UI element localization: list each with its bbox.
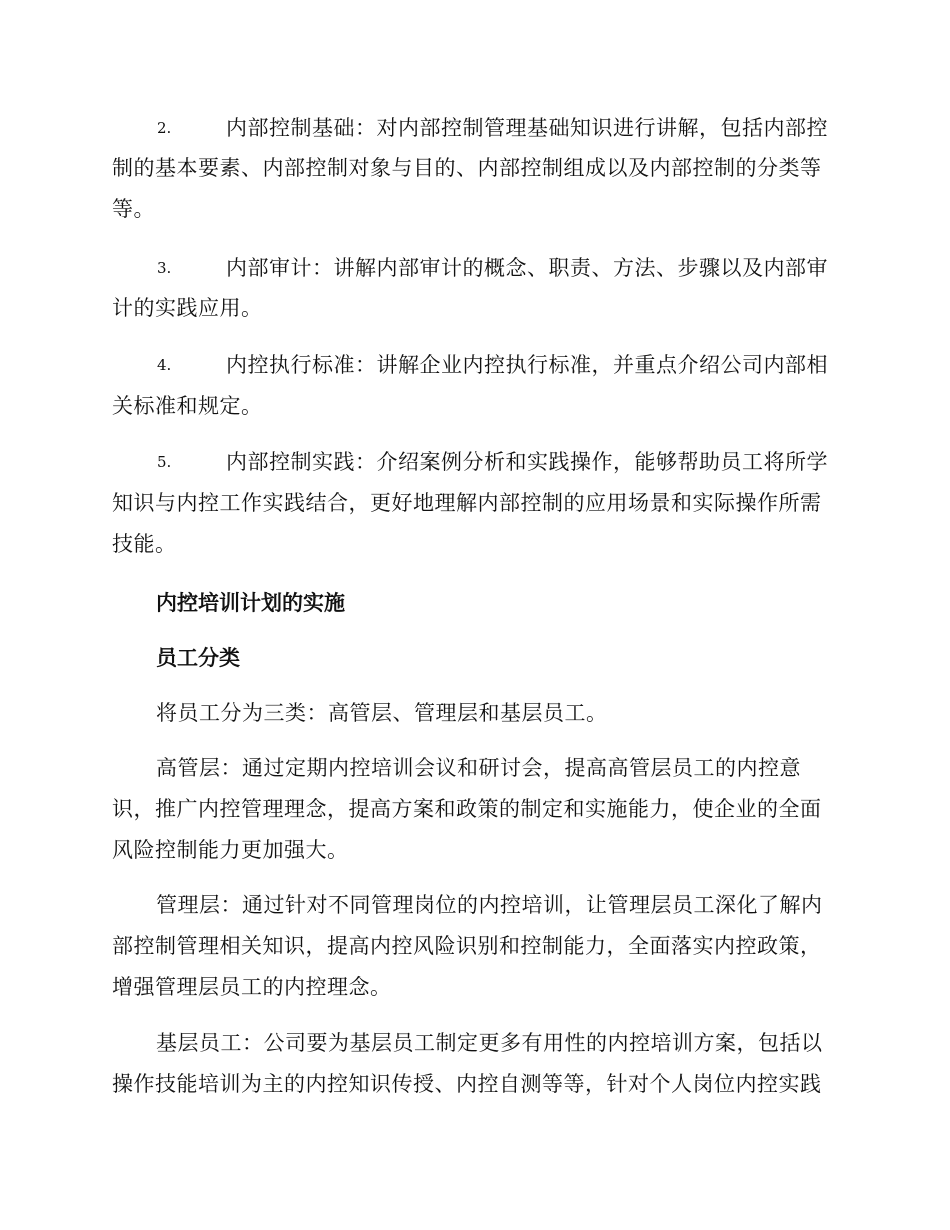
list-number: 2. [157,119,172,137]
paragraph-line: 基层员工：公司要为基层员工制定更多有用性的内控培训方案，包括以 [156,1031,823,1055]
paragraph-line: 风险控制能力更加强大。 [112,838,349,862]
subsection-heading: 员工分类 [156,645,240,670]
list-item-line: 关标准和规定。 [112,394,263,418]
paragraph-line: 将员工分为三类：高管层、管理层和基层员工。 [156,701,608,725]
list-item-line: 内部控制实践：介绍案例分析和实践操作，能够帮助员工将所学 [226,450,828,474]
paragraph-line: 部控制管理相关知识，提高内控风险识别和控制能力，全面落实内控政策， [112,934,822,958]
paragraph-line: 识，推广内控管理理念，提高方案和政策的制定和实施能力，使企业的全面 [112,797,822,821]
list-item-line: 制的基本要素、内部控制对象与目的、内部控制组成以及内部控制的分类等 [112,156,822,180]
list-item-line: 等。 [112,197,155,221]
list-item-line: 内控执行标准：讲解企业内控执行标准，并重点介绍公司内部相 [226,353,828,377]
paragraph-line: 高管层：通过定期内控培训会议和研讨会，提高高管层员工的内控意 [156,756,801,780]
list-number: 5. [157,453,172,471]
list-item-line: 知识与内控工作实践结合，更好地理解内部控制的应用场景和实际操作所需 [112,491,822,515]
paragraph-line: 管理层：通过针对不同管理岗位的内控培训，让管理层员工深化了解内 [156,893,823,917]
list-item-line: 技能。 [112,532,177,556]
paragraph-line: 增强管理层员工的内控理念。 [112,975,392,999]
section-heading: 内控培训计划的实施 [156,590,345,615]
list-number: 4. [157,356,172,374]
list-item-line: 内部审计：讲解内部审计的概念、职责、方法、步骤以及内部审 [226,256,828,280]
list-number: 3. [157,259,172,277]
list-item-line: 计的实践应用。 [112,296,263,320]
paragraph-line: 操作技能培训为主的内控知识传授、内控自测等等，针对个人岗位内控实践 [112,1072,822,1096]
list-item-line: 内部控制基础：对内部控制管理基础知识进行讲解，包括内部控 [226,116,828,140]
